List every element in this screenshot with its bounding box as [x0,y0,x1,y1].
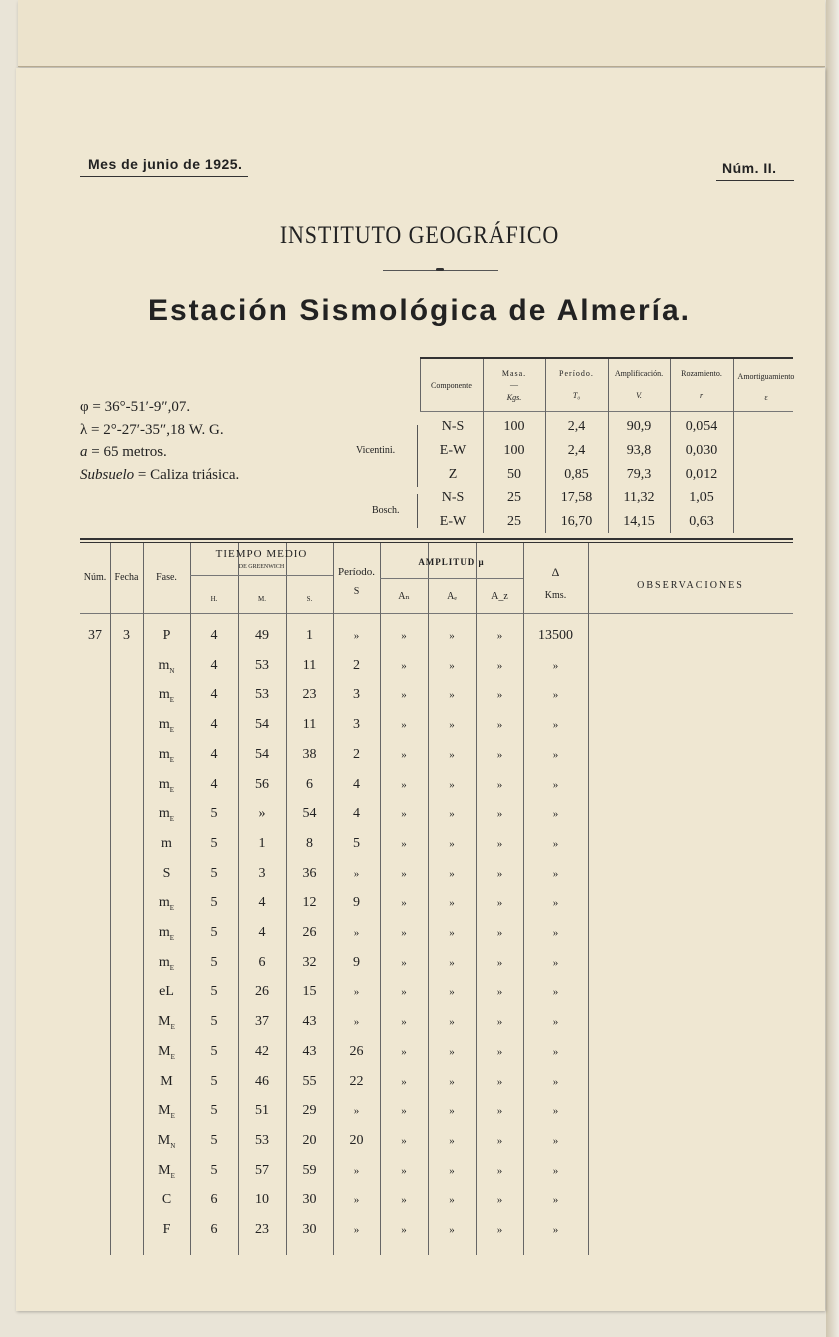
record-hour: 6 [210,1192,218,1207]
record-second: 23 [302,687,317,702]
record-distance: » [552,719,559,731]
record-amp-z: » [496,1224,503,1236]
record-minute: 23 [255,1222,269,1237]
record-period: 9 [353,895,360,910]
record-hour: 4 [210,658,218,673]
record-second: 11 [302,658,317,673]
record-number: 37 [88,628,102,643]
record-amp-e: » [449,927,455,939]
phase-component: E [169,695,175,704]
record-hour: 5 [210,1133,218,1148]
record-amp-z: » [496,986,503,998]
record-amp-e: » [449,1016,455,1028]
record-minute: 53 [255,687,269,702]
record-amp-z: » [496,957,503,969]
record-hour: 5 [210,836,218,851]
inst-cell-mass: 50 [507,467,521,482]
record-minute: 6 [258,955,266,970]
phase-component: E [169,755,175,764]
record-minute: 54 [255,717,269,732]
phase-symbol: m [158,687,170,702]
record-amp-e: » [449,808,455,820]
phase-component: N [169,666,175,675]
record-phase: eL [159,984,174,999]
record-period: 3 [353,687,360,702]
record-amp-e: » [449,630,455,642]
record-hour: 5 [210,1074,218,1089]
record-amp-e: » [449,779,455,791]
phase-symbol: M [157,1133,171,1148]
record-minute: 49 [255,628,269,643]
record-second: 43 [302,1014,317,1029]
record-phase [143,1044,190,1061]
record-distance: » [552,808,559,820]
phase-symbol: M [158,1044,171,1059]
record-minute: 10 [255,1192,269,1207]
record-amp-n: » [401,868,407,880]
record-amp-z: » [496,630,503,642]
record-distance: » [552,957,559,969]
inst-cell-friction: 0,63 [689,514,714,529]
phase-component: E [169,903,175,912]
records-head-amplitud: AMPLITUD μ [418,557,485,567]
record-hour: 5 [210,925,218,940]
record-amp-n: » [401,1135,407,1147]
record-second: 1 [306,628,313,643]
records-head-delta: Δ [551,565,560,579]
record-period: 3 [353,717,360,732]
record-minute: 42 [255,1044,269,1059]
altitude-value: = 65 metros. [87,444,167,461]
record-hour: 5 [210,1163,218,1178]
record-amp-n: » [401,927,407,939]
record-amp-n: » [401,957,407,969]
phase-component: E [170,1022,175,1031]
record-distance: » [552,689,559,701]
record-phase [143,717,190,734]
record-period: 5 [353,836,360,851]
record-distance: » [552,1135,559,1147]
records-top-rule [80,538,793,540]
record-amp-z: » [496,897,503,909]
phase-symbol: m [158,955,170,970]
record-minute: 4 [258,925,266,940]
record-amp-z: » [496,1194,503,1206]
record-hour: 4 [210,628,218,643]
record-amp-n: » [401,779,407,791]
record-amp-e: » [449,1165,455,1177]
record-amp-z: » [496,1105,503,1117]
phase-symbol: M [158,1014,171,1029]
record-period: » [353,868,360,880]
record-second: 38 [302,747,317,762]
record-phase [143,895,190,912]
inst-cell-component: Z [448,467,458,482]
record-amp-z: » [496,1046,503,1058]
record-phase: S [162,866,171,881]
phase-component: E [169,963,175,972]
record-distance: » [552,868,559,880]
phase-symbol: M [158,1163,171,1178]
record-second: 59 [302,1163,317,1178]
record-hour: 5 [210,866,218,881]
latitude: φ = 36°-51′-9″,07. [80,399,191,415]
records-head-kms: Kms. [544,590,567,601]
record-period: » [353,927,360,939]
record-hour: 4 [210,747,218,762]
records-head-tiempo: TIEMPO MEDIO [215,548,308,560]
record-distance: » [552,986,559,998]
record-amp-z: » [496,779,503,791]
record-phase [143,777,190,794]
record-second: 11 [302,717,317,732]
records-head-an: Aₙ [398,591,410,602]
amplitud-underline [380,578,523,579]
inst-head-componente: Componente [431,381,472,390]
record-amp-n: » [401,689,407,701]
inst-head-masa: Masa. [501,369,527,378]
record-hour: 5 [210,984,218,999]
record-period: 4 [353,777,360,792]
inst-cell-mass: 100 [503,419,525,434]
station-title: Estación Sismológica de Almería. [147,294,692,327]
phase-symbol: m [158,777,170,792]
inst-cell-period: 2,4 [567,419,586,434]
record-phase [143,1163,190,1180]
records-head-periodo: Período. [338,566,375,578]
record-second: 15 [302,984,317,999]
record-hour: 6 [210,1222,218,1237]
record-amp-e: » [449,749,455,761]
record-period: 9 [353,955,360,970]
record-amp-n: » [401,630,407,642]
records-head-h: H. [210,595,218,603]
record-distance: » [552,660,559,672]
record-amp-z: » [496,749,503,761]
record-second: 29 [302,1103,317,1118]
record-amp-n: » [401,1224,407,1236]
record-amp-n: » [401,897,407,909]
record-hour: 5 [210,1014,218,1029]
record-hour: 5 [210,895,218,910]
phase-component: N [170,1141,176,1150]
record-amp-n: » [401,719,407,731]
record-amp-n: » [401,1016,407,1028]
records-head-tiempo-sub: DE GREENWICH [238,564,285,570]
record-second: 30 [302,1222,317,1237]
record-distance: 13500 [538,628,573,643]
records-head-periodo-unit: S [353,586,360,597]
vicentini-label: Vicentini. [356,445,396,456]
phase-symbol: m [158,747,170,762]
record-hour: 5 [210,806,218,821]
records-head-s: S. [306,595,313,603]
inst-cell-friction: 1,05 [689,490,714,505]
record-amp-e: » [449,957,455,969]
records-header-rule [80,613,793,614]
inst-cell-period: 0,85 [564,467,589,482]
phase-symbol: m [158,658,170,673]
inst-head-roz: Rozamiento. [681,369,722,378]
record-amp-z: » [496,1076,503,1088]
record-period: 22 [349,1074,364,1089]
inst-cell-mass: 25 [507,490,521,505]
record-phase [143,1103,190,1120]
inst-cell-component: N-S [441,419,465,434]
records-head-az: A_z [491,591,508,602]
record-amp-n: » [401,1046,407,1058]
record-amp-e: » [449,1105,455,1117]
phase-component: E [169,814,175,823]
record-distance: » [552,1105,559,1117]
record-minute: » [258,806,266,821]
record-phase: C [161,1192,172,1207]
inst-cell-mass: 100 [503,443,525,458]
record-phase: m [161,836,172,851]
record-minute: 1 [258,836,266,851]
phase-symbol: m [158,717,170,732]
record-amp-z: » [496,808,503,820]
altitude-label: a [80,444,88,461]
record-second: 36 [302,866,317,881]
record-hour: 5 [210,1103,218,1118]
record-amp-e: » [449,1046,455,1058]
record-amp-n: » [401,986,407,998]
phase-symbol: m [158,925,170,940]
record-amp-z: » [496,868,503,880]
record-distance: » [552,779,559,791]
record-phase: F [162,1222,171,1237]
record-amp-z: » [496,927,503,939]
inst-cell-mass: 25 [507,514,521,529]
records-head-num: Núm. [83,572,107,583]
record-minute: 3 [258,866,266,881]
record-amp-z: » [496,1165,503,1177]
inst-cell-period: 16,70 [560,514,593,529]
record-period: » [353,1194,360,1206]
record-amp-e: » [449,838,455,850]
phase-component: E [170,1052,175,1061]
inst-head-masa-unit: Kgs. [506,393,522,402]
phase-component: E [170,1171,175,1180]
phase-symbol: m [158,895,170,910]
record-minute: 53 [255,658,269,673]
record-hour: 4 [210,777,218,792]
record-period: 2 [353,658,360,673]
record-minute: 51 [255,1103,269,1118]
record-amp-e: » [449,986,455,998]
records-top-rule-2 [80,542,793,543]
inst-cell-friction: 0,054 [685,419,718,434]
records-head-m: M. [258,595,266,603]
record-amp-n: » [401,749,407,761]
inst-cell-friction: 0,030 [685,443,718,458]
phase-component: E [169,785,175,794]
longitude: λ = 2°-27′-35″,18 W. G. [80,421,224,438]
record-date: 3 [123,628,130,643]
inst-cell-component: E-W [439,514,467,529]
record-amp-z: » [496,689,503,701]
record-amp-z: » [496,719,503,731]
record-distance: » [552,838,559,850]
institute-title: INSTITUTO GEOGRÁFICO [279,222,560,249]
phase-component: E [170,1111,175,1120]
record-amp-e: » [449,868,455,880]
record-period: 2 [353,747,360,762]
record-phase [143,806,190,823]
records-head-fase: Fase. [156,572,177,583]
record-amp-e: » [449,719,455,731]
inst-cell-period: 17,58 [560,490,593,505]
record-distance: » [552,1016,559,1028]
record-hour: 5 [210,955,218,970]
inst-head-ampl: Amplificación. [614,369,664,378]
record-amp-e: » [449,897,455,909]
inst-head-ampl-unit: V. [636,391,642,400]
record-amp-e: » [449,689,455,701]
record-amp-e: » [449,1194,455,1206]
inst-head-amort: Amortiguamiento [737,372,795,381]
record-phase [143,687,190,704]
record-amp-n: » [401,1194,407,1206]
inst-cell-period: 2,4 [567,443,586,458]
record-minute: 56 [255,777,269,792]
record-hour: 4 [210,717,218,732]
record-phase [143,1014,190,1031]
records-head-observaciones: OBSERVACIONES [637,580,744,591]
record-distance: » [552,1224,559,1236]
record-period: » [353,1165,360,1177]
records-col-divider [110,543,111,1255]
record-amp-n: » [401,838,407,850]
record-period: » [353,630,360,642]
record-distance: » [552,1046,559,1058]
record-amp-z: » [496,1135,503,1147]
phase-component: E [169,933,175,942]
record-phase [143,747,190,764]
record-phase [143,955,190,972]
phase-symbol: M [158,1103,171,1118]
record-hour: 4 [210,687,218,702]
inst-cell-component: N-S [441,490,465,505]
record-amp-e: » [449,1135,455,1147]
record-second: 55 [302,1074,317,1089]
record-second: 32 [302,955,317,970]
inst-cell-amplification: 14,15 [623,514,655,529]
inst-cell-amplification: 79,3 [626,467,652,482]
inst-cell-amplification: 90,9 [626,419,652,434]
record-amp-e: » [449,660,455,672]
inst-head-roz-unit: r [699,391,704,400]
record-distance: » [552,927,559,939]
inst-head-periodo: Período. [559,369,594,378]
record-distance: » [552,897,559,909]
record-distance: » [552,1165,559,1177]
record-minute: 57 [255,1163,269,1178]
record-period: » [353,1105,360,1117]
inst-head-amort-unit: ε [764,393,768,402]
record-period: » [353,1016,360,1028]
record-amp-n: » [401,1165,407,1177]
inst-cell-amplification: 93,8 [626,443,652,458]
record-distance: » [552,1076,559,1088]
record-period: » [353,1224,360,1236]
inst-cell-component: E-W [439,443,467,458]
subsoil-value: = Caliza triásica. [134,466,240,483]
inst-cell-friction: 0,012 [685,467,718,482]
record-minute: 54 [255,747,269,762]
record-amp-n: » [401,660,407,672]
records-head-fecha: Fecha [114,572,139,583]
record-minute: 53 [255,1133,269,1148]
record-phase [143,1133,190,1150]
bosch-label: Bosch. [372,505,400,516]
record-amp-z: » [496,1016,503,1028]
inst-head-masa-sub: — [510,380,518,389]
record-second: 8 [306,836,313,851]
record-minute: 46 [255,1074,269,1089]
inst-head-periodo-unit: T₀ [572,391,581,400]
record-period: 4 [353,806,360,821]
record-second: 26 [302,925,317,940]
record-amp-n: » [401,1076,407,1088]
record-period: » [353,986,360,998]
subsoil-label: Subsuelo [80,466,135,483]
record-second: 12 [302,895,317,910]
record-minute: 37 [255,1014,269,1029]
record-phase [143,925,190,942]
record-minute: 26 [255,984,269,999]
record-amp-n: » [401,1105,407,1117]
records-head-ae: Aₑ [447,591,457,602]
record-distance: » [552,1194,559,1206]
record-amp-z: » [496,838,503,850]
record-phase: P [162,628,171,643]
phase-symbol: m [158,806,170,821]
phase-component: E [169,725,175,734]
record-period: 26 [349,1044,364,1059]
record-amp-e: » [449,1076,455,1088]
issue-number: Núm. II. [722,160,777,176]
record-second: 20 [302,1133,317,1148]
record-minute: 4 [258,895,266,910]
month-heading: Mes de junio de 1925. [88,156,243,172]
record-amp-n: » [401,808,407,820]
record-hour: 5 [210,1044,218,1059]
records-col-divider [588,543,589,1255]
tiempo-underline [190,575,333,576]
record-amp-e: » [449,1224,455,1236]
record-second: 54 [302,806,317,821]
record-phase: M [160,1074,173,1089]
record-amp-z: » [496,660,503,672]
record-second: 43 [302,1044,317,1059]
record-distance: » [552,749,559,761]
record-period: 20 [349,1133,364,1148]
record-second: 30 [302,1192,317,1207]
record-second: 6 [306,777,313,792]
inst-cell-amplification: 11,32 [623,490,655,505]
record-phase [143,658,190,675]
